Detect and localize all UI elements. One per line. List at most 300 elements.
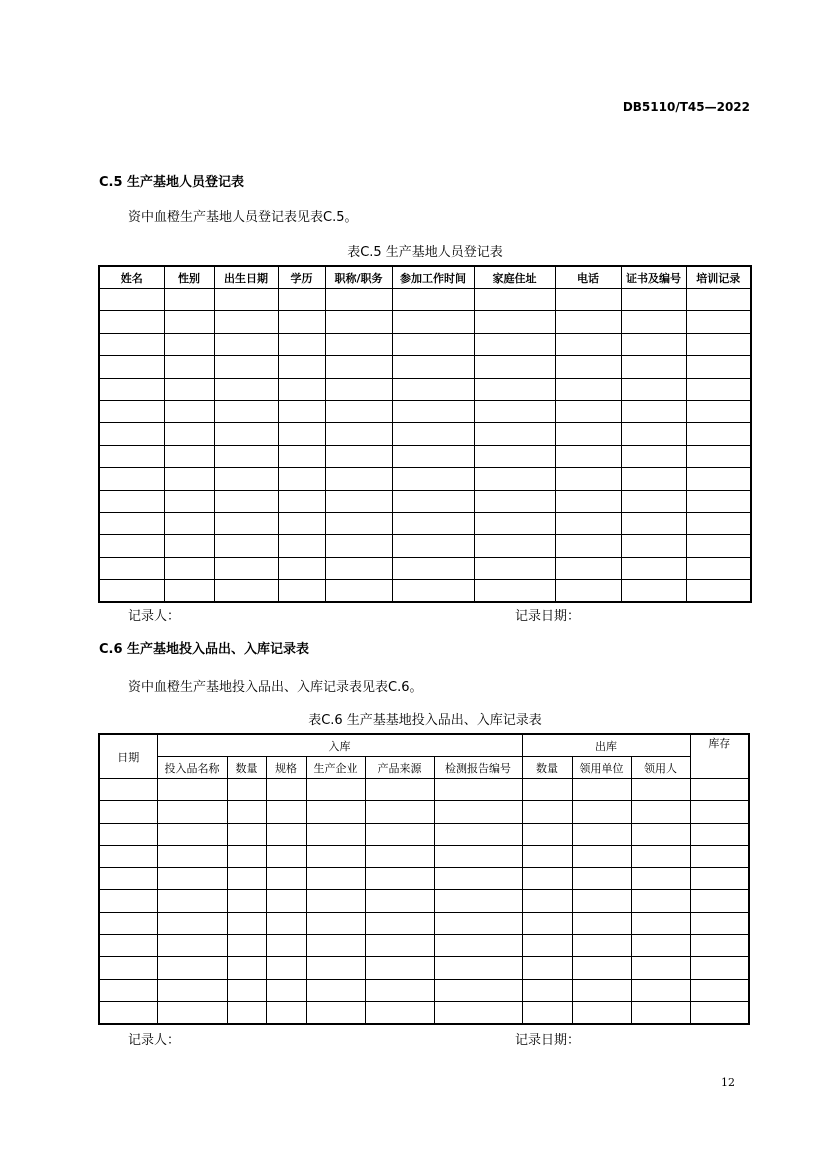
table-cell	[621, 580, 686, 603]
table-cell	[572, 912, 631, 934]
table-cell	[690, 957, 749, 979]
table-cell	[278, 333, 325, 355]
table-cell	[266, 912, 306, 934]
table-cell	[214, 356, 278, 378]
table-cell	[306, 1001, 365, 1024]
table-cell	[434, 890, 522, 912]
table-cell	[392, 333, 474, 355]
table-cell	[278, 580, 325, 603]
table-cell	[474, 311, 555, 333]
table-cell	[278, 468, 325, 490]
table-cell	[278, 378, 325, 400]
table-row	[99, 801, 749, 823]
table-cell	[621, 333, 686, 355]
col-header-in: 数量	[227, 757, 266, 779]
table-cell	[572, 868, 631, 890]
table-cell	[325, 468, 392, 490]
table-cell	[555, 356, 621, 378]
table-row	[99, 912, 749, 934]
table-cell	[434, 823, 522, 845]
table-cell	[631, 979, 690, 1001]
table-cell	[325, 289, 392, 311]
table-cell	[157, 779, 227, 801]
table-cell	[572, 979, 631, 1001]
table-cell	[306, 957, 365, 979]
table-cell	[621, 512, 686, 534]
table-cell	[325, 423, 392, 445]
table-cell	[306, 868, 365, 890]
table-cell	[434, 979, 522, 1001]
col-stock: 库存	[690, 734, 749, 779]
col-header-in: 生产企业	[306, 757, 365, 779]
table-cell	[325, 557, 392, 579]
table-cell	[434, 779, 522, 801]
table-cell	[555, 468, 621, 490]
document-number: DB5110/T45—2022	[622, 100, 750, 114]
table-row	[99, 823, 749, 845]
table-cell	[690, 823, 749, 845]
col-header-in: 产品来源	[365, 757, 434, 779]
col-header: 姓名	[99, 266, 164, 289]
table-cell	[686, 333, 751, 355]
col-header: 学历	[278, 266, 325, 289]
table-cell	[365, 979, 434, 1001]
table-cell	[631, 868, 690, 890]
table-cell	[266, 890, 306, 912]
table-cell	[365, 868, 434, 890]
table-cell	[474, 445, 555, 467]
table-cell	[522, 823, 572, 845]
table-caption-c6: 表C.6 生产基基地投入品出、入库记录表	[308, 713, 542, 728]
table-cell	[99, 445, 164, 467]
table-cell	[227, 845, 266, 867]
table-cell	[214, 490, 278, 512]
table-cell	[621, 535, 686, 557]
table-cell	[365, 845, 434, 867]
table-cell	[99, 512, 164, 534]
table-cell	[474, 378, 555, 400]
table-cell	[392, 535, 474, 557]
table-cell	[266, 935, 306, 957]
table-cell	[522, 935, 572, 957]
table-cell	[555, 490, 621, 512]
table-row	[99, 580, 751, 603]
table-cell	[227, 823, 266, 845]
col-header: 出生日期	[214, 266, 278, 289]
table-cell	[690, 868, 749, 890]
table-row	[99, 445, 751, 467]
table-cell	[214, 400, 278, 422]
table-cell	[572, 1001, 631, 1024]
table-cell	[690, 979, 749, 1001]
table-cell	[306, 845, 365, 867]
table-cell	[266, 801, 306, 823]
table-cell	[631, 1001, 690, 1024]
table-cell	[325, 512, 392, 534]
table-cell	[686, 535, 751, 557]
table-cell	[99, 423, 164, 445]
table-cell	[99, 890, 157, 912]
table-cell	[227, 935, 266, 957]
table-cell	[214, 445, 278, 467]
table-cell	[365, 1001, 434, 1024]
table-cell	[214, 468, 278, 490]
table-cell	[522, 912, 572, 934]
table-cell	[164, 445, 214, 467]
table-cell	[365, 890, 434, 912]
table-cell	[392, 356, 474, 378]
table-cell	[278, 445, 325, 467]
table-cell	[164, 580, 214, 603]
table-cell	[686, 468, 751, 490]
table-cell	[278, 423, 325, 445]
table-cell	[522, 868, 572, 890]
table-cell	[325, 580, 392, 603]
table-cell	[157, 890, 227, 912]
table-cell	[434, 801, 522, 823]
table-cell	[227, 979, 266, 1001]
table-cell	[227, 1001, 266, 1024]
table-cell	[555, 311, 621, 333]
col-header-in: 投入品名称	[157, 757, 227, 779]
inventory-record-table	[98, 733, 750, 1025]
table-row	[99, 490, 751, 512]
table-cell	[621, 557, 686, 579]
table-cell	[555, 400, 621, 422]
table-cell	[621, 468, 686, 490]
table-row	[99, 935, 749, 957]
table-cell	[555, 289, 621, 311]
table-cell	[164, 400, 214, 422]
table-cell	[572, 779, 631, 801]
table-cell	[157, 823, 227, 845]
table-cell	[572, 890, 631, 912]
table-cell	[365, 935, 434, 957]
table-cell	[631, 935, 690, 957]
table-cell	[686, 378, 751, 400]
table-cell	[278, 490, 325, 512]
table-cell	[474, 490, 555, 512]
table-cell	[306, 935, 365, 957]
table-row	[99, 868, 749, 890]
table-cell	[99, 400, 164, 422]
table-cell	[474, 400, 555, 422]
table-cell	[99, 957, 157, 979]
table-cell	[392, 557, 474, 579]
table-cell	[686, 311, 751, 333]
table-cell	[392, 289, 474, 311]
table-cell	[157, 912, 227, 934]
table-row	[99, 400, 751, 422]
table-row	[99, 979, 749, 1001]
table-cell	[621, 289, 686, 311]
table-cell	[99, 378, 164, 400]
table-cell	[266, 868, 306, 890]
table-cell	[690, 845, 749, 867]
col-header: 培训记录	[686, 266, 751, 289]
table-cell	[686, 400, 751, 422]
table-cell	[690, 935, 749, 957]
table-cell	[434, 868, 522, 890]
table-cell	[365, 912, 434, 934]
table-cell	[555, 512, 621, 534]
table-cell	[434, 845, 522, 867]
table-row	[99, 289, 751, 311]
table-cell	[555, 557, 621, 579]
table-cell	[157, 868, 227, 890]
table-group-header-row	[99, 734, 749, 757]
table-cell	[164, 512, 214, 534]
table-cell	[474, 356, 555, 378]
table-cell	[392, 400, 474, 422]
table-cell	[631, 957, 690, 979]
table-sub-header-row	[99, 757, 749, 779]
table-cell	[365, 779, 434, 801]
table-cell	[325, 333, 392, 355]
table-cell	[325, 400, 392, 422]
table-cell	[164, 557, 214, 579]
table-cell	[555, 445, 621, 467]
table-cell	[522, 957, 572, 979]
group-stock-out: 出库	[522, 734, 690, 757]
table-cell	[278, 535, 325, 557]
table-cell	[631, 845, 690, 867]
table-cell	[621, 445, 686, 467]
table-cell	[266, 957, 306, 979]
table-cell	[266, 779, 306, 801]
col-header-out: 数量	[522, 757, 572, 779]
table-row	[99, 557, 751, 579]
col-header: 职称/职务	[325, 266, 392, 289]
record-date-label-c5: 记录日期：	[515, 609, 581, 624]
table-cell	[157, 801, 227, 823]
table-row	[99, 779, 749, 801]
table-cell	[157, 957, 227, 979]
table-cell	[164, 468, 214, 490]
table-cell	[306, 823, 365, 845]
table-cell	[621, 400, 686, 422]
table-row	[99, 512, 751, 534]
table-cell	[99, 823, 157, 845]
table-cell	[522, 1001, 572, 1024]
table-cell	[631, 823, 690, 845]
table-header-row	[99, 266, 751, 289]
table-cell	[99, 1001, 157, 1024]
table-cell	[325, 445, 392, 467]
table-cell	[99, 580, 164, 603]
table-cell	[214, 289, 278, 311]
table-cell	[690, 912, 749, 934]
col-date: 日期	[99, 734, 157, 779]
table-cell	[266, 823, 306, 845]
table-cell	[227, 779, 266, 801]
table-cell	[522, 890, 572, 912]
table-cell	[278, 557, 325, 579]
table-cell	[99, 311, 164, 333]
table-row	[99, 423, 751, 445]
col-header-out: 领用单位	[572, 757, 631, 779]
table-cell	[214, 557, 278, 579]
table-cell	[631, 801, 690, 823]
table-cell	[214, 378, 278, 400]
table-cell	[434, 1001, 522, 1024]
table-cell	[686, 289, 751, 311]
table-cell	[686, 445, 751, 467]
section-title-c6: C.6 生产基地投入品出、入库记录表	[99, 642, 310, 657]
col-header: 电话	[555, 266, 621, 289]
table-cell	[214, 512, 278, 534]
table-cell	[278, 512, 325, 534]
table-row	[99, 311, 751, 333]
table-cell	[474, 535, 555, 557]
table-cell	[621, 378, 686, 400]
table-cell	[474, 468, 555, 490]
table-cell	[266, 979, 306, 1001]
table-cell	[278, 289, 325, 311]
table-cell	[278, 311, 325, 333]
table-cell	[227, 890, 266, 912]
table-cell	[325, 311, 392, 333]
table-cell	[99, 779, 157, 801]
table-cell	[555, 333, 621, 355]
table-cell	[686, 557, 751, 579]
table-row	[99, 535, 751, 557]
table-cell	[392, 423, 474, 445]
table-cell	[690, 1001, 749, 1024]
table-cell	[474, 580, 555, 603]
table-cell	[157, 979, 227, 1001]
col-header-in: 规格	[266, 757, 306, 779]
table-cell	[572, 801, 631, 823]
table-cell	[99, 935, 157, 957]
table-cell	[690, 890, 749, 912]
table-cell	[164, 356, 214, 378]
table-cell	[522, 845, 572, 867]
table-cell	[621, 311, 686, 333]
personnel-register-table	[98, 265, 752, 603]
table-cell	[214, 580, 278, 603]
table-cell	[227, 912, 266, 934]
table-cell	[99, 289, 164, 311]
table-cell	[99, 490, 164, 512]
table-cell	[99, 801, 157, 823]
table-cell	[434, 912, 522, 934]
table-cell	[522, 979, 572, 1001]
table-cell	[214, 311, 278, 333]
recorder-label-c5: 记录人：	[128, 609, 181, 624]
table-cell	[631, 912, 690, 934]
intro-c6: 资中血橙生产基地投入品出、入库记录表见表C.6。	[128, 680, 423, 695]
table-cell	[214, 333, 278, 355]
table-cell	[686, 423, 751, 445]
col-header-out: 领用人	[631, 757, 690, 779]
table-cell	[164, 535, 214, 557]
table-row	[99, 333, 751, 355]
table-cell	[306, 801, 365, 823]
table-row	[99, 845, 749, 867]
table-cell	[474, 289, 555, 311]
table-row	[99, 356, 751, 378]
table-cell	[631, 890, 690, 912]
col-header: 证书及编号	[621, 266, 686, 289]
table-cell	[157, 1001, 227, 1024]
table-cell	[392, 378, 474, 400]
table-cell	[555, 580, 621, 603]
table-cell	[555, 535, 621, 557]
table-cell	[572, 957, 631, 979]
col-header: 参加工作时间	[392, 266, 474, 289]
table-cell	[686, 512, 751, 534]
table-row	[99, 468, 751, 490]
table-cell	[278, 400, 325, 422]
table-cell	[392, 490, 474, 512]
table-cell	[99, 912, 157, 934]
table-cell	[365, 957, 434, 979]
page-number: 12	[721, 1076, 735, 1089]
table-cell	[686, 580, 751, 603]
col-header-in: 检测报告编号	[434, 757, 522, 779]
table-cell	[522, 801, 572, 823]
table-row	[99, 1001, 749, 1024]
table-cell	[306, 779, 365, 801]
table-cell	[306, 890, 365, 912]
table-cell	[325, 535, 392, 557]
table-cell	[164, 490, 214, 512]
table-cell	[164, 333, 214, 355]
table-row	[99, 890, 749, 912]
table-cell	[690, 801, 749, 823]
table-cell	[555, 423, 621, 445]
table-cell	[164, 378, 214, 400]
table-cell	[434, 935, 522, 957]
group-stock-in: 入库	[157, 734, 522, 757]
table-row	[99, 378, 751, 400]
table-cell	[621, 490, 686, 512]
table-cell	[164, 289, 214, 311]
table-cell	[306, 979, 365, 1001]
table-cell	[555, 378, 621, 400]
table-cell	[686, 490, 751, 512]
table-cell	[392, 311, 474, 333]
table-cell	[434, 957, 522, 979]
table-cell	[474, 557, 555, 579]
table-cell	[325, 356, 392, 378]
table-row	[99, 957, 749, 979]
table-cell	[99, 979, 157, 1001]
table-cell	[99, 868, 157, 890]
table-cell	[365, 823, 434, 845]
recorder-label-c6: 记录人：	[128, 1033, 181, 1048]
col-header: 性别	[164, 266, 214, 289]
table-cell	[522, 779, 572, 801]
table-cell	[690, 779, 749, 801]
table-cell	[278, 356, 325, 378]
table-cell	[214, 423, 278, 445]
table-cell	[99, 468, 164, 490]
table-cell	[266, 845, 306, 867]
table-cell	[392, 445, 474, 467]
table-cell	[227, 801, 266, 823]
table-cell	[227, 868, 266, 890]
intro-c5: 资中血橙生产基地人员登记表见表C.5。	[128, 210, 358, 225]
table-cell	[227, 957, 266, 979]
table-cell	[157, 845, 227, 867]
table-cell	[631, 779, 690, 801]
table-cell	[572, 845, 631, 867]
table-cell	[164, 311, 214, 333]
table-cell	[392, 468, 474, 490]
table-cell	[621, 356, 686, 378]
